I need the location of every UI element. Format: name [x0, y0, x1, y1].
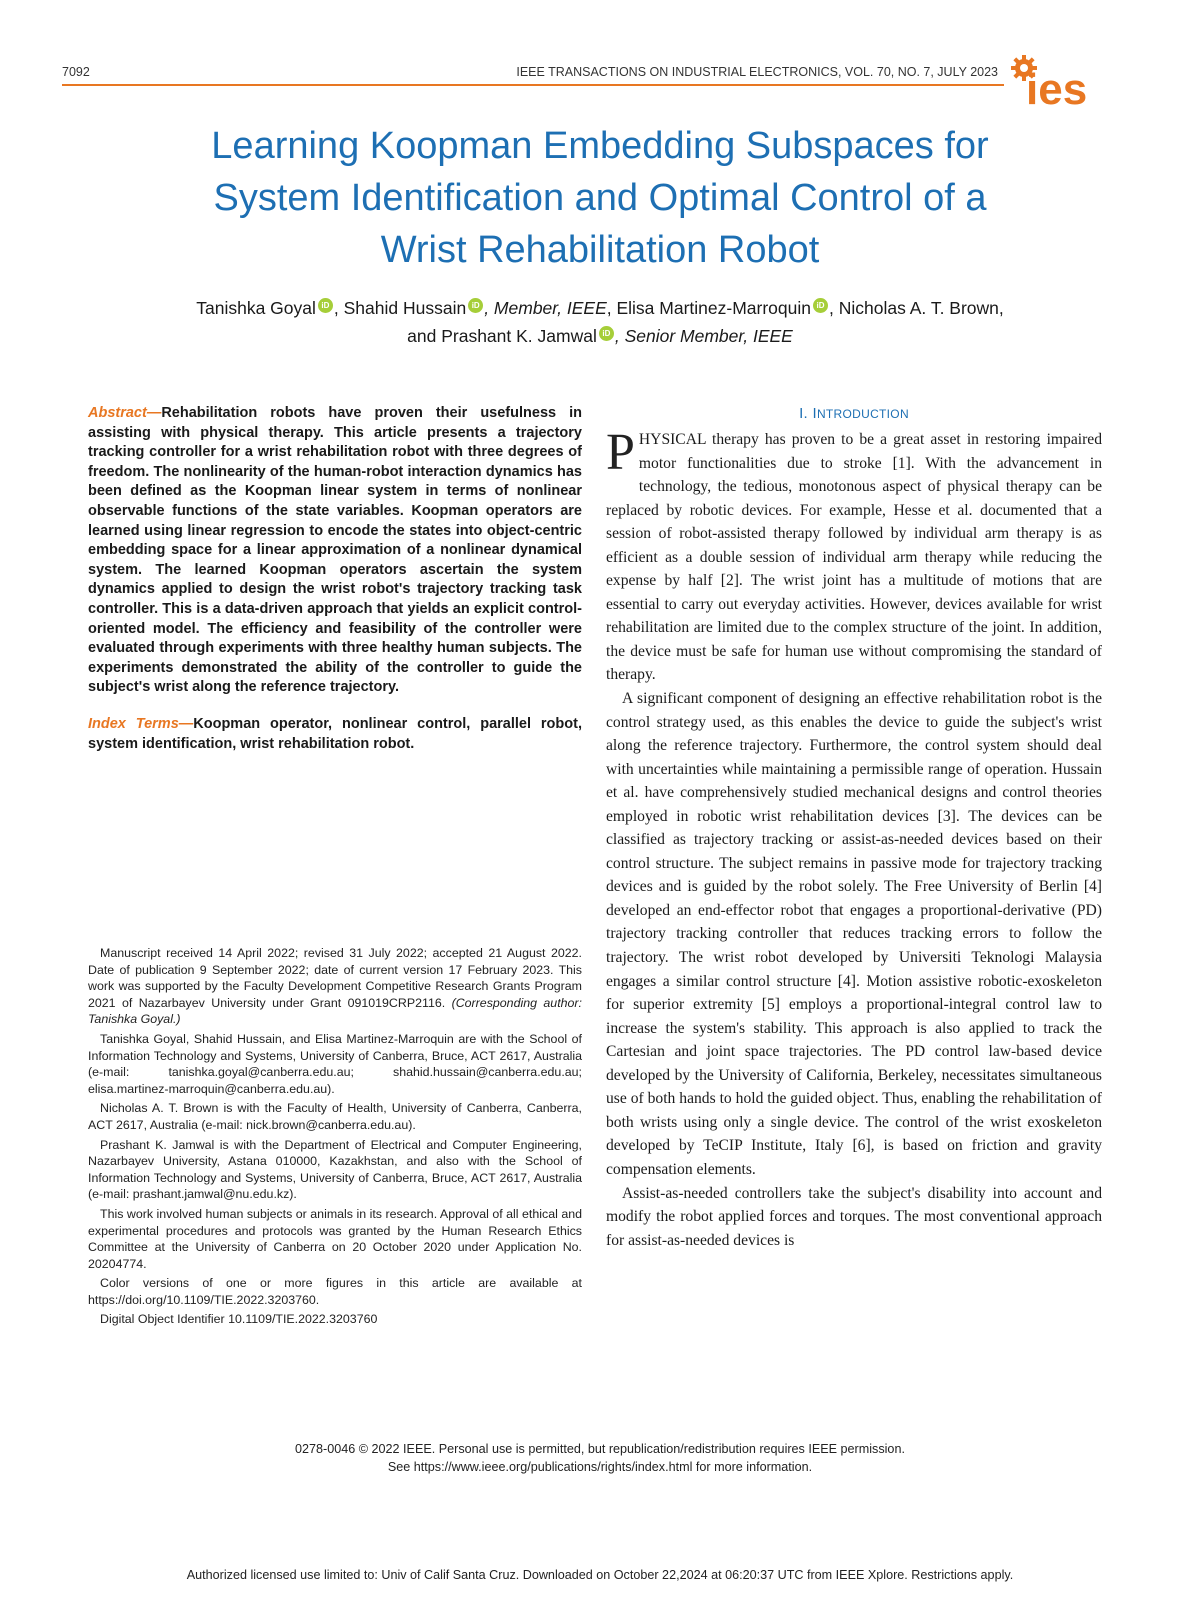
footnote-affiliation: Prashant K. Jamwal is with the Department of Electrical and Computer Engineering, Nazarbayev University, Astana 010000, Kazakhstan, and also with the School of Information Technology and Systems, University of Canberra, Bruce, ACT 2617, Australia (e-mail: prashant.jamwal@nu.edu.kz).: [88, 1137, 582, 1202]
page-number: 7092: [62, 65, 90, 79]
paragraph: Assist-as-needed controllers take the subject's disability into account and modify the robot applied forces and torques. The most conventional approach for assist-as-needed devices is: [606, 1184, 1102, 1249]
copyright-line-1: 0278-0046 © 2022 IEEE. Personal use is permitted, but republication/redistribution requires IEEE permission.: [295, 1442, 905, 1456]
title-line-2: System Identification and Optimal Control of a: [213, 177, 987, 219]
author-membership: , Member, IEEE: [484, 298, 607, 318]
index-terms: [88, 715, 582, 754]
orcid-icon[interactable]: iD: [318, 298, 333, 313]
abstract-label: Abstract—: [88, 405, 162, 421]
footnotes: [88, 945, 582, 1331]
corresponding-author: (Corresponding author: Tanishka Goyal.): [88, 995, 582, 1027]
paragraph: PHYSICAL therapy has proven to be a great asset in restoring impaired motor functionalities due to stroke [1]. With the advancement in technology, the tedious, monotonous aspect of physical therapy can be replaced by robotic devices. For example, Hesse et al. documented that a session of robot-assisted therapy followed by individual arm therapy is as efficient as a double session of individual arm therapy while reducing the expense by half [2]. The wrist joint has a multitude of motions that are essential to carry out everyday activities. However, devices available for wrist rehabilitation are limited due to the complex structure of the joint. In addition, the device must be safe for human use without compromising the standard of therapy.: [606, 424, 1102, 684]
paper-title: [40, 120, 1160, 276]
author-name: Tanishka Goyal: [196, 298, 316, 318]
author-name: Shahid Hussain: [343, 298, 467, 318]
author-line-2: and Prashant K. Jamwal iD , Senior Member, IEEE: [407, 326, 793, 346]
author-membership: , Senior Member, IEEE: [614, 326, 793, 346]
journal-name: IEEE TRANSACTIONS ON INDUSTRIAL ELECTRONICS, VOL. 70, NO. 7, JULY 2023: [516, 65, 998, 79]
title-line-1: Learning Koopman Embedding Subspaces for: [211, 125, 989, 167]
copyright-line-2: See https://www.ieee.org/publications/rights/index.html for more information.: [387, 1460, 813, 1474]
orcid-icon[interactable]: iD: [599, 326, 614, 341]
left-column: [88, 404, 582, 754]
footnote-doi: Digital Object Identifier 10.1109/TIE.2022.3203760: [100, 1312, 378, 1327]
abstract: [88, 404, 582, 698]
index-terms-label: Index Terms—: [88, 715, 194, 732]
lead-word: HYSICAL: [638, 431, 706, 448]
orcid-icon[interactable]: iD: [813, 298, 828, 313]
right-column: [606, 405, 1102, 1252]
index-terms-text: Koopman operator, nonlinear control, parallel robot, system identification, wrist rehabilitation robot.: [88, 715, 582, 752]
authorized-use-notice: Authorized licensed use limited to: Univ of Calif Santa Cruz. Downloaded on October 22,2024 at 06:20:37 UTC from IEEE Xplore. Restrictions apply.: [186, 1568, 1014, 1582]
running-head: [62, 65, 998, 85]
footnote-ethics: This work involved human subjects or animals in its research. Approval of all ethical and experimental procedures and protocols was granted by the Human Research Ethics Committee at the University of Canberra on 20 October 2020 under Application No. 20204774.: [88, 1206, 582, 1271]
ies-logo-text: ies: [1026, 65, 1088, 114]
orcid-icon[interactable]: iD: [468, 298, 483, 313]
section-heading: I. INTRODUCTION: [799, 405, 909, 422]
header-rule: [62, 84, 1004, 86]
footnote-color-versions: Color versions of one or more figures in this article are available at https://doi.org/10.1109/TIE.2022.3203760.: [88, 1276, 582, 1307]
ies-logo: [1010, 54, 1110, 114]
author-name: Nicholas A. T. Brown,: [838, 298, 1004, 318]
author-line-1: Tanishka Goyal iD , Shahid Hussain iD , Member, IEEE, Elisa Martinez-Marroquin iD , Nicholas A. T. Brown,: [196, 298, 1004, 318]
footnote-manuscript: Manuscript received 14 April 2022; revised 31 July 2022; accepted 21 August 2022. Date of publication 9 September 2022; date of current version 17 February 2023. This work was supported by the Faculty Development Competitive Research Grants Program 2021 of Nazarbayev University under Grant 091019CRP2116. (Corresponding author: Tanishka Goyal.): [88, 946, 582, 1027]
footnote-affiliation: Tanishka Goyal, Shahid Hussain, and Elisa Martinez-Marroquin are with the School of Information Technology and Systems, University of Canberra, Bruce, ACT 2617, Australia (e-mail: tanishka.goyal@canberra.edu.au; shahid.hussain@canberra.edu.au; elisa.martinez-marroquin@canberra.edu.au).: [88, 1031, 582, 1096]
copyright-notice: [100, 1440, 1100, 1476]
title-line-3: Wrist Rehabilitation Robot: [380, 229, 820, 271]
paragraph: A significant component of designing an effective rehabilitation robot is the control strategy used, as this enables the device to guide the subject's wrist along the reference trajectory. Furthermore, the control system should deal with uncertainties while maintaining a permissible range of operation. Hussain et al. have comprehensively studied mechanical designs and control theories employed in robotic wrist rehabilitation devices [3]. The devices can be classified as trajectory tracking or assist-as-needed devices based on their control structure. The subject remains in passive mode for trajectory tracking devices and is guided by the robot solely. The Free University of Berlin [4] developed an end-effector robot that engages a proportional-derivative (PD) trajectory tracking controller that reduces tracking errors to follow the trajectory. The wrist robot developed by Universiti Teknologi Malaysia engages a similar control structure [4]. Motion assistive robotic-exoskeleton for superior extremity [5] employs a proportional-integral control law to increase the system's stability. This approach is also applied to track the Cartesian and joint space trajectories. The PD control law-based device developed by the University of California, Berkeley, necessitates simultaneous use of both hands to hold the guided object. Thus, enabling the rehabilitation of both wrists using only a single device. The control of the wrist exoskeleton developed by TeCIP Institute, Italy [6], is based on friction and gravity compensation elements.: [606, 690, 1102, 1178]
drop-cap: P: [606, 424, 635, 481]
footnote-affiliation: Nicholas A. T. Brown is with the Faculty of Health, University of Canberra, Canberra, ACT 2617, Australia (e-mail: nick.brown@canberra.edu.au).: [88, 1101, 582, 1132]
author-list: [60, 294, 1140, 350]
abstract-text: Rehabilitation robots have proven their usefulness in assisting with physical therapy. This article presents a trajectory tracking controller for a wrist rehabilitation robot with three degrees of freedom. The nonlinearity of the human-robot interaction dynamics has been defined as the Koopman linear system in terms of nonlinear observable functions of the state variables. Koopman operators are learned using linear regression to encode the states into object-centric embedding space for a linear approximation of a nonlinear dynamical system. The learned Koopman operators ascertain the system dynamics applied to design the wrist robot's trajectory tracking task controller. This is a data-driven approach that yields an explicit control-oriented model. The efficiency and feasibility of the controller were evaluated through experiments with three healthy human subjects. The experiments demonstrated the ability of the controller to guide the subject's wrist along the reference trajectory.: [88, 405, 582, 696]
body-text: [606, 424, 1102, 1252]
author-name: Prashant K. Jamwal: [441, 326, 597, 346]
author-name: Elisa Martinez-Marroquin: [616, 298, 811, 318]
